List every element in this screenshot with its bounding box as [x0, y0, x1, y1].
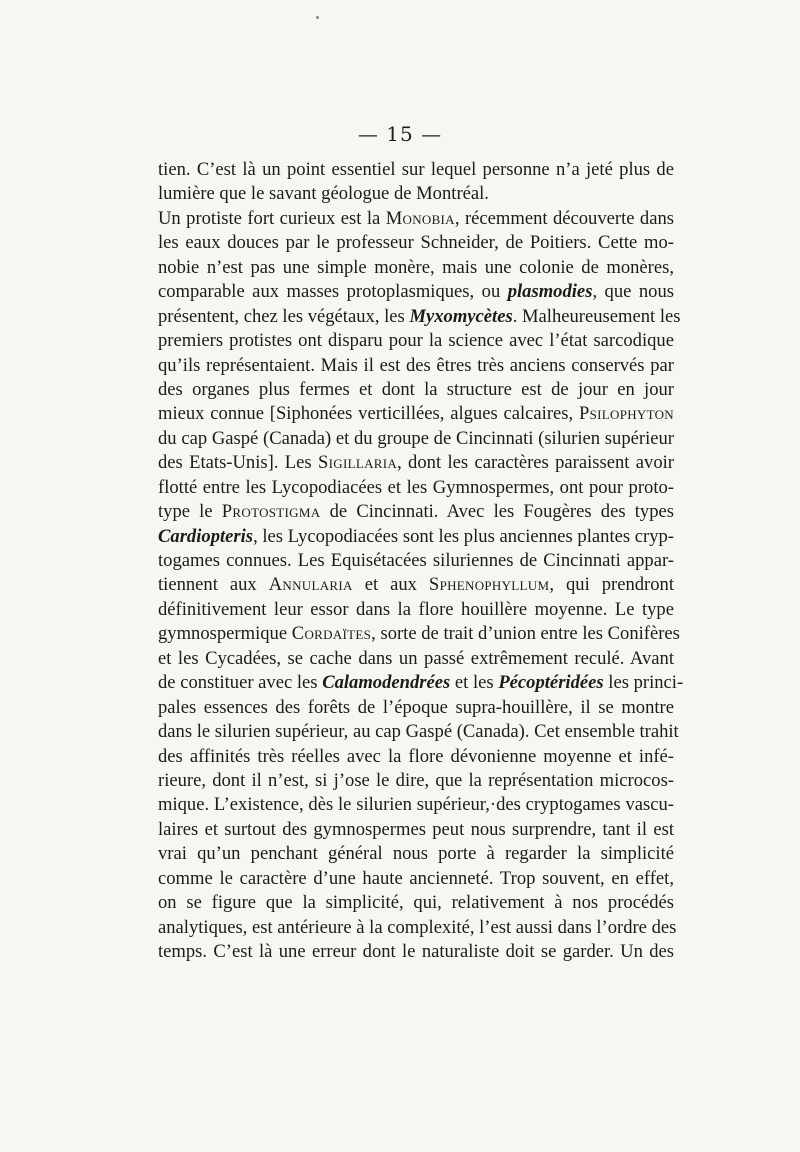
text-line: Cardiopteris, les Lycopodiacées sont les plus anciennes plantes cryp-: [158, 525, 674, 547]
text-line: des Etats-Unis]. Les Sigillaria, dont les caractères paraissent avoir: [158, 452, 674, 474]
text-line: gymnospermique Cordaïtes, sorte de trait d’union entre les Conifères: [158, 623, 680, 645]
text-line: présentent, chez les végétaux, les Myxomycètes. Malheureusement les: [158, 305, 681, 327]
text-line: type le Protostigma de Cincinnati. Avec les Fougères des types: [158, 501, 674, 523]
text-line: Un protiste fort curieux est la Monobia, récemment découverte dans: [158, 207, 675, 229]
text-line: tiennent aux Annularia et aux Sphenophyllum, qui prendront: [158, 574, 674, 596]
text-line: tien. C’est là un point essentiel sur lequel personne n’a jeté plus de: [158, 159, 674, 180]
text-line: de constituer avec les Calamodendrées et les Pécoptéridées les princi-: [158, 672, 684, 694]
text-line: togames connues. Les Equisétacées siluriennes de Cincinnati appar-: [158, 550, 674, 571]
text-line: lumière que le savant géologue de Montréal.: [158, 183, 489, 205]
text-line: les eaux douces par le professeur Schneider, de Poitiers. Cette mo-: [158, 232, 674, 254]
text-line: comparable aux masses protoplasmiques, ou plasmodies, que nous: [158, 281, 674, 303]
text-line: rieure, dont il n’est, si j’ose le dire, que la représentation microcos-: [158, 769, 674, 791]
text-line: mique. L’existence, dès le silurien supérieur,·des cryptogames vascu-: [158, 794, 674, 816]
text-line: analytiques, est antérieure à la complexité, l’est aussi dans l’ordre des: [158, 916, 677, 938]
text-line: pales essences des forêts de l’époque supra-houillère, il se montre: [158, 696, 674, 718]
text-line: dans le silurien supérieur, au cap Gaspé (Canada). Cet ensemble trahit: [158, 721, 679, 743]
text-line: laires et surtout des gymnospermes peut nous surprendre, tant il est: [158, 818, 674, 840]
text-line: premiers protistes ont disparu pour la science avec l’état sarcodique: [158, 330, 674, 352]
text-line: des organes plus fermes et dont la structure est de jour en jour: [158, 378, 674, 400]
text-line: comme le caractère d’une haute ancienneté. Trop souvent, en effet,: [158, 867, 674, 889]
text-line: définitivement leur essor dans la flore houillère moyenne. Le type: [158, 598, 674, 620]
text-line: mieux connue [Siphonées verticillées, algues calcaires, Psilophyton: [158, 403, 674, 425]
text-line: on se figure que la simplicité, qui, relativement à nos procédés: [158, 892, 674, 914]
text-line: des affinités très réelles avec la flore dévonienne moyenne et infé-: [158, 745, 674, 767]
text-line: flotté entre les Lycopodiacées et les Gymnospermes, ont pour proto-: [158, 476, 674, 498]
body-text: [158, 158, 684, 964]
print-speck: [316, 16, 319, 19]
text-line: et les Cycadées, se cache dans un passé extrêmement reculé. Avant: [158, 647, 674, 669]
text-line: nobie n’est pas une simple monère, mais une colonie de monères,: [158, 256, 674, 278]
text-line: qu’ils représentaient. Mais il est des êtres très anciens conservés par: [158, 354, 674, 376]
text-line: vrai qu’un penchant général nous porte à regarder la simplicité: [158, 843, 674, 865]
page-number: — 15 —: [357, 122, 443, 146]
text-line: temps. C’est là une erreur dont le naturaliste doit se garder. Un des: [158, 941, 674, 962]
text-line: du cap Gaspé (Canada) et du groupe de Cincinnati (silurien supérieur: [158, 427, 674, 449]
